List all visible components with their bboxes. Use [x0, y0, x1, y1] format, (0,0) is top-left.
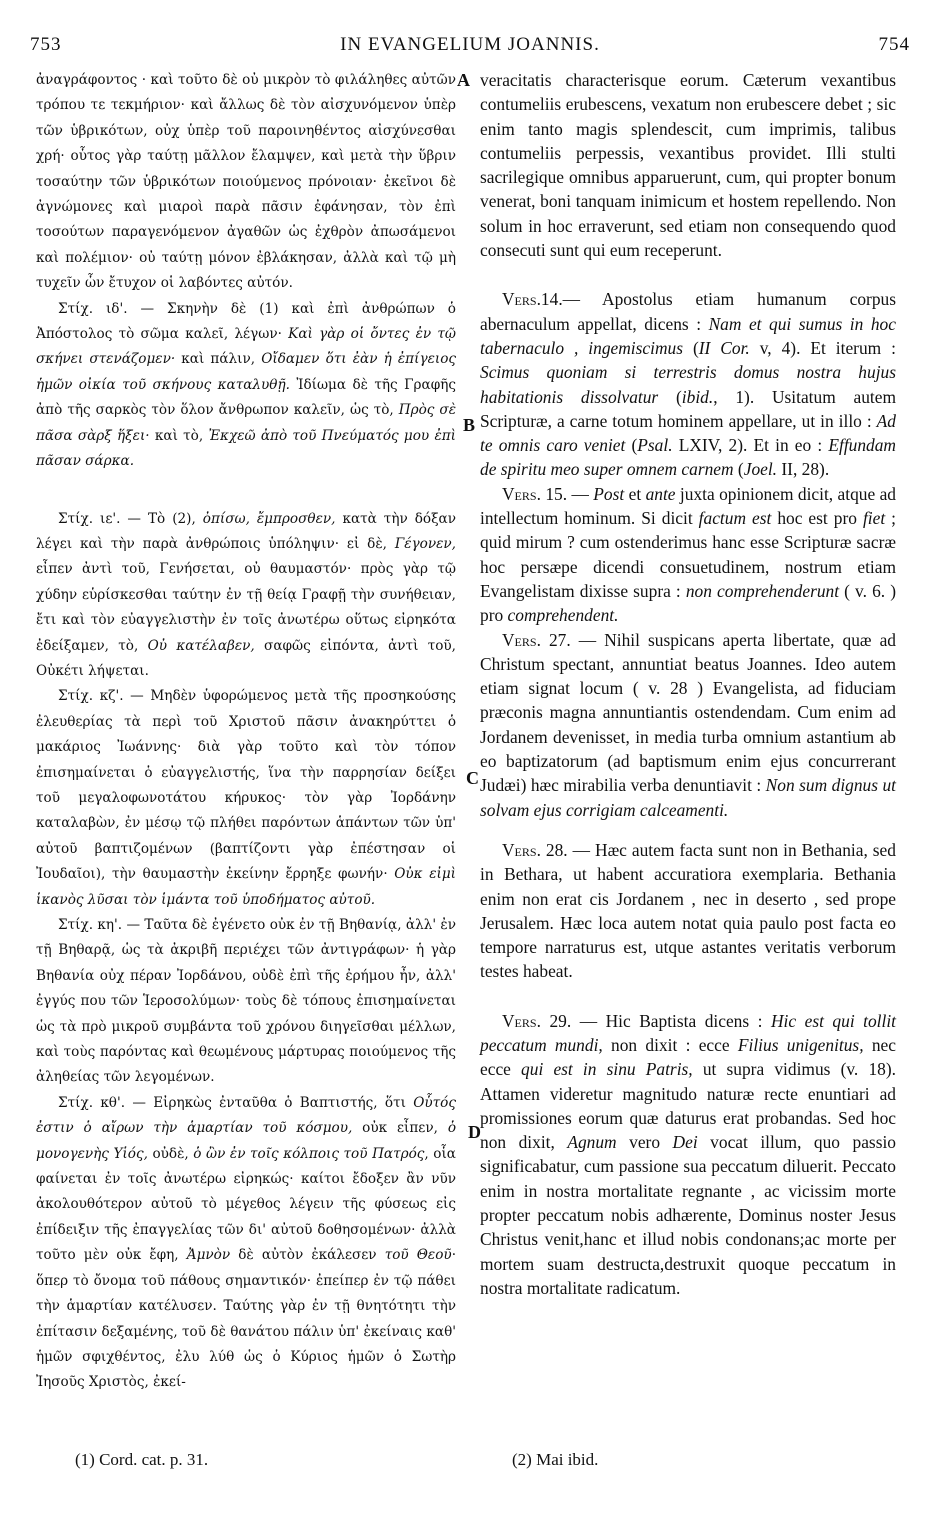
greek-column [36, 68, 456, 1396]
latin-paragraph-intro: veracitatis characterisque eorum. Cæterum vexantibus contumeliis erubescens, vexatum non erubescere debet ; sic enim tanto magis splendescit, cum imprimis, talibus contumeliis perpessis, vexantibus providet. Illi stulti sacrilegique omnibus apparuerunt, cum, qui propter bonum venerat, boni tanquam inimicum et hostem repellendo. Non solum in hoc erraverunt, sed etiam non consequendo quod consecuti sunt qui eum receperunt. [480, 70, 896, 261]
latin-verse-29: Vers. 29. — Hic Baptista dicens : Hic est qui tollit peccatum mundi, non dixit : ecce Filius unigenitus, nec ecce qui est in sinu Patris, ut supra vidimus (v. 18). Attamen videretur magnitudo naturæ recte enuntiari ad promissiones eorum quæ daturus erat probandas. Sed hoc non dixit, Agnum vero Dei vocat illum, quo passio significabatur, cum passione sua peccatum diluerit. Peccato enim in nostra mortalitate regnante , ac vicissim morte propter peccatum nobis adhærente, Dominus noster Jesus Christus venit,hanc et illud nobis condonans;ac morte per mortem suam destructa,destruxit quoque peccatum in nostra mortalitate radicatum. [480, 1010, 897, 1298]
verse-ref: Στίχ. ιδ'. [58, 300, 128, 317]
latin-verse-27: Vers. 27. — Nihil suspicans aperta libertate, quæ ad Christum spectant, annuntiat beatus Joannes. Ideo autem etiam signat locum ( v. 28 ) Evangelista, ad fiduciam præconis magna annuntiantis ostendendam. Cum enim ad Jordanem devenisset, in media turba omnium astantium ab eo baptizatorum (ad baptismum enim ejus concurrerant Judæi) hæc mirabilia verba denuntiavit : Non sum dignus ut solvam ejus corrigiam calceamenti. [480, 629, 896, 820]
section-marker-c: C [466, 768, 479, 788]
page-number-right: 754 [878, 34, 910, 55]
latin-verse-15: Vers. 15. — Post et ante juxta opinionem dicit, atque ad intellectum hominum. Si dicit factum est hoc est pro fiet ; quid mirum ? cum ostenderimus hanc esse Scripturæ sacræ hoc persæpe dicendi consuetudinem, nostrum etiam Evangelistam dixisse supra : non comprehenderunt ( v. 6. ) pro comprehendent. [480, 483, 897, 626]
scripture-quote: Καὶ γὰρ οἱ ὄντες ἐν τῷ σκήνει στενάζομεν· [36, 326, 456, 368]
greek-verse-14: Στίχ. ιδ'. — Σκηνὴν δὲ (1) καὶ ἐπὶ ἀνθρώπων ὁ Ἀπόστολος τὸ σῶμα καλεῖ, λέγων· Καὶ γὰρ οἱ ὄντες ἐν τῷ σκήνει στενάζομεν· καὶ πάλιν, Οἴδαμεν ὅτι ἐὰν ἡ ἐπίγειος ἡμῶν οἰκία τοῦ σκήνους καταλυθῇ. Ἰδίωμα δὲ τῆς Γραφῆς ἀπὸ τῆς σαρκὸς τὸν ὅλον ἄνθρωπον καλεῖν, ὡς τὸ, Πρὸς σὲ πᾶσα σὰρξ ἥξει· καὶ τὸ, Ἐκχεῶ ἀπὸ τοῦ Πνεύματός μου ἐπὶ πᾶσαν σάρκα. [36, 300, 457, 470]
verse-ref: Στίχ. ιε'. [58, 510, 121, 527]
scripture-quote: Πρὸς σὲ πᾶσα σὰρξ ἥξει· [36, 402, 457, 444]
footnote-left: (1) Cord. cat. p. 31. [75, 1450, 209, 1469]
section-marker-d: D [468, 1122, 481, 1142]
section-marker-a: A [457, 70, 470, 90]
verse-ref: Vers. [502, 839, 541, 860]
page-number-left: 753 [30, 34, 62, 55]
footnote-right: (2) Mai ibid. [512, 1450, 599, 1469]
verse-ref: Vers. [502, 289, 541, 310]
latin-verse-14: Vers.14.— Apostolus etiam humanum corpus abernaculum appellat, dicens : Nam et qui sumus in hoc tabernaculo , ingemiscimus (II Cor. v, 4). Et iterum : Scimus quoniam si terrestris domus nostra hujus habitationis dissolvatur (ibid., 1). Usitatum autem Scripturæ, a carne totum hominem appellare, ut in illo : Ad te omnis caro veniet (Psal. LXIV, 2). Et in eo : Effundam de spiritu meo super omnem carnem (Joel. II, 28). [480, 289, 897, 480]
running-title: IN EVANGELIUM JOANNIS. [340, 34, 600, 55]
greek-paragraph-intro: ἀναγράφοντος · καὶ τοῦτο δὲ οὐ μικρὸν τὸ φιλάληθες αὐτῶν τρόπου τε τεκμήριον· καὶ ἄλλως δὲ τὸν αἰσχυνόμενον ὑπὲρ τῶν ὑβρικότων, οὐχ ὑπὲρ τοῦ παροινηθέντος αἰσχύνεσθαι χρή· οὗτος γὰρ ταύτῃ μᾶλλον ἔλαμψεν, καὶ μετὰ τὴν ὕβριν τοσαύτην τῶν ὑβρικότων ποιούμενος πρόνοιαν· ἐκεῖνοι δὲ ἀγνώμονες καὶ μιαροὶ παρὰ πᾶσιν ἐφάνησαν, τὸν ἐπὶ τοσούτων παραγενόμενον ἀγαθῶν ὡς ἐχθρὸν ἀπωσάμενοι καὶ πολέμιον· οὐ ταύτῃ μόνον ἐβλάκησαν, ἀλλὰ καὶ τῷ μὴ τυχεῖν ὧν ἔτυχον οἱ λαβόντες αὐτόν. [36, 72, 456, 292]
greek-verse-28: Στίχ. κη'. — Ταῦτα δὲ ἐγένετο οὐκ ἐν τῇ Βηθανίᾳ, ἀλλ' ἐν τῇ Βηθαρᾷ, ὡς τὰ ἀκριβῆ περιέχει τῶν ἀντιγράφων· ἡ γὰρ Βηθανία οὐχ πέραν Ἰορδάνου, οὐδὲ ἐπὶ τῆς ἐρήμου ἦν, ἀλλ' ἐγγύς που τῶν Ἱεροσολύμων· τοὺς δὲ τόπους ἐπισημαίνεται ὡς τὰ πρὸ μικροῦ συμβάντα τοῦ χρόνου διηγεῖσθαι μέλλων, καὶ τοὺς παρόντας καὶ θεωμένους μάρτυρας ποιούμενος τῆς ἀληθείας τῶν λεγομένων. [36, 917, 456, 1086]
verse-ref: Vers. [502, 629, 541, 650]
verse-ref: Vers. [502, 1010, 541, 1031]
verse-ref: Στίχ. κζ'. [58, 688, 124, 705]
greek-verse-29: Στίχ. κθ'. — Εἰρηκὼς ἐνταῦθα ὁ Βαπτιστής, ὅτι Οὗτός ἐστιν ὁ αἴρων τὴν ἁμαρτίαν τοῦ κόσμου, οὐκ εἶπεν, ὁ μονογενὴς Υἱός, οὐδὲ, ὁ ὢν ἐν τοῖς κόλποις τοῦ Πατρός, οἷα φαίνεται ἐν τοῖς ἀνωτέρω εἰρηκώς· καίτοι ἔδοξεν ἂν νῦν ἀκολουθότερον αὐτοῦ τὸ μέγεθος λέγειν τῆς φύσεως εἰς ἐπίδειξιν τῆς ἐπαγγελίας τῶν δι' αὐτοῦ δοθησομένων· ἀλλὰ τοῦτο μὲν οὐκ ἔφη, Ἀμνὸν δὲ αὐτὸν ἐκάλεσεν τοῦ Θεοῦ· ὅπερ τὸ ὄνομα τοῦ πάθους σημαντικόν· ἐπείπερ ἐν τῷ πάθει τὴν ἁμαρτίαν κατέλυσεν. Ταύτης γὰρ ἐν τῇ θνητότητι τὴν ἐπίτασιν δεξαμένης, τοῦ δὲ θανάτου πάλιν ὑπ' ἐκείναις καθ' ἡμῶν σφιχθέντος, ἐλυ λύθ ὡς ὁ Κύριος ἡμῶν ὁ Σωτὴρ Ἰησοῦς Χριστὸς, ἐκεί- [36, 1094, 457, 1391]
section-marker-b: B [463, 415, 476, 435]
latin-column [480, 68, 896, 1300]
greek-verse-15: Στίχ. ιε'. — Τὸ (2), ὀπίσω, ἔμπροσθεν, κατὰ τὴν δόξαν λέγει καὶ τὴν παρὰ ἀνθρώποις ὑπόληψιν· εἰ δὲ, Γέγονεν, εἶπεν ἀντὶ τοῦ, Γενήσεται, οὐ θαυμαστόν· πρὸς γὰρ τῷ χύδην εὑρίσκεσθαι ταύτην ἐν τῇ θείᾳ Γραφῇ τὴν συνήθειαν, ἔτι καὶ τὸν εὐαγγελιστὴν ἐν τοῖς ἀνωτέρω οὕτως εἰρηκότα ἐδείξαμεν, τὸ, Οὐ κατέλαβεν, σαφῶς εἰπόντα, ἀντὶ τοῦ, Οὐκέτι λήψεται. [36, 510, 456, 679]
greek-verse-27: Στίχ. κζ'. — Μηδὲν ὑφορώμενος μετὰ τῆς προσηκούσης ἐλευθερίας τὰ περὶ τοῦ Χριστοῦ πᾶσιν ἀνακηρύττει ὁ μακάριος Ἰωάννης· διὰ γὰρ τοῦτο καὶ τὸν τόπον ἐπισημαίνεται ὁ εὐαγγελιστής, ἵνα τὴν παρρησίαν δείξει τοῦ μεγαλοφωνοτάτου κήρυκος· τὸν γὰρ Ἰορδάνην καταλαβὼν, ἐν μέσῳ τῷ πλήθει παρόντων ἁπάντων τῶν ὑπ' αὐτοῦ βαπτιζομένων (βαπτίζοντι γὰρ ἐπέστησαν οἱ Ἰουδαῖοι), τὴν θαυμαστὴν ἐκείνην ἔρρηξε φωνήν· Οὐκ εἰμὶ ἱκανὸς λῦσαι τὸν ἱμάντα τοῦ ὑποδήματος αὐτοῦ. [36, 688, 456, 908]
verse-ref: Στίχ. κη'. [58, 917, 123, 933]
running-header [30, 34, 910, 58]
latin-verse-28: Vers. 28. — Hæc autem facta sunt non in Bethania, sed in Bethara, ut habent accuratiora exemplaria. Bethania enim non erat cis Jordanem , nec in deserto , sed prope Jerusalem. Hæc loca autem notat quia paulo post facta eo tempore narraturus est, utque astantes veritatis verborum testes habeat. [480, 839, 896, 982]
scripture-quote: Οἴδαμεν ὅτι ἐὰν ἡ ἐπίγειος ἡμῶν οἰκία τοῦ σκήνους καταλυθῇ. [36, 351, 456, 393]
scripture-quote: Οὐκ εἰμὶ ἱκανὸς λῦσαι τὸν ἱμάντα τοῦ ὑποδήματος αὐτοῦ. [36, 866, 456, 908]
verse-ref: Vers. [502, 483, 541, 504]
verse-ref: Στίχ. κθ'. [58, 1094, 126, 1111]
scripture-quote: Ἐκχεῶ ἀπὸ τοῦ Πνεύματός μου ἐπὶ πᾶσαν σάρκα. [36, 427, 457, 470]
